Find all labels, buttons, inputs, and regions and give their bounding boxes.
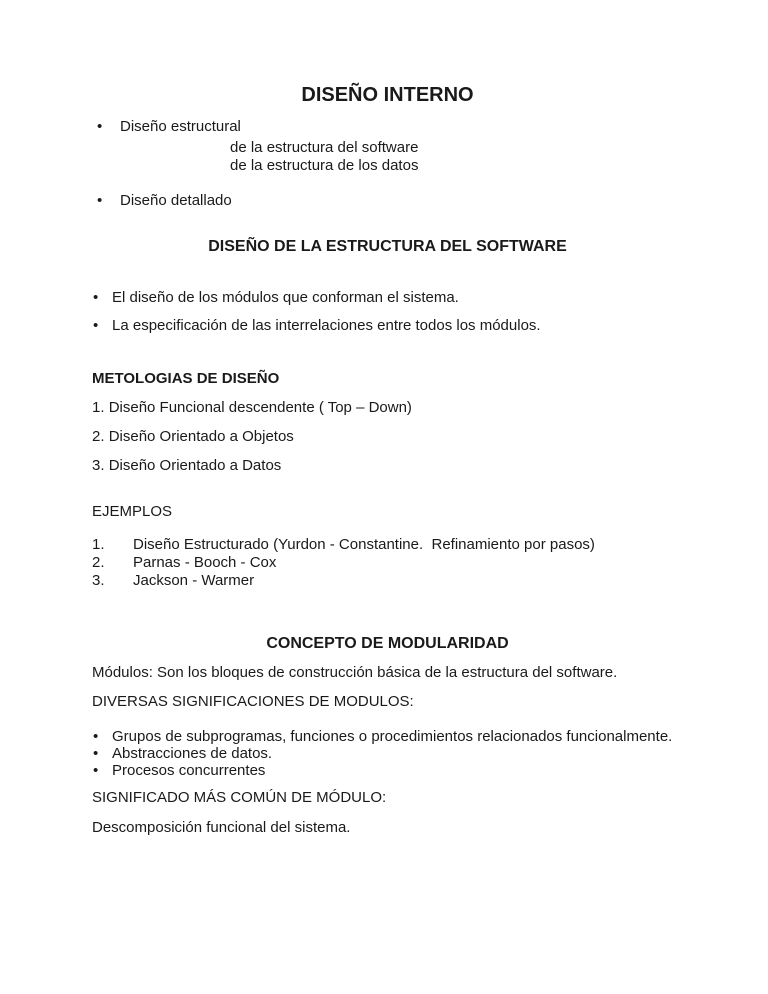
- sub-line: de la estructura del software: [230, 139, 419, 156]
- methodologies-list: [92, 399, 683, 475]
- modularity-meanings-label: DIVERSAS SIGNIFICACIONES DE MODULOS:: [92, 693, 414, 710]
- modularity-definition: Módulos: Son los bloques de construcción básica de la estructura del software.: [92, 664, 618, 681]
- item-number: 2.: [92, 428, 105, 445]
- list-item: • Grupos de subprogramas, funciones o procedimientos relacionados funcionalmente.: [92, 728, 683, 745]
- numbered-item: [92, 572, 683, 590]
- software-structure-list: [92, 289, 683, 335]
- item-text: Diseño Orientado a Objetos: [108, 428, 294, 445]
- list-item: • Procesos concurrentes: [92, 762, 683, 779]
- list-item-label: Diseño detallado: [120, 192, 232, 209]
- list-item: • El diseño de los módulos que conforman el sistema.: [92, 289, 683, 307]
- item-text: Diseño Funcional descendente ( Top – Down): [108, 399, 412, 416]
- list-item-label: Diseño estructural: [120, 118, 241, 135]
- section-heading-modularity: CONCEPTO DE MODULARIDAD: [266, 635, 509, 652]
- numbered-item: [92, 554, 683, 572]
- item-text: Jackson - Warmer: [133, 572, 255, 589]
- page-title: DISEÑO INTERNO: [301, 84, 474, 106]
- list-item: [92, 192, 683, 210]
- common-meaning-text: Descomposición funcional del sistema.: [92, 819, 351, 836]
- item-text: Parnas - Booch - Cox: [133, 554, 277, 571]
- item-number: 3.: [92, 572, 105, 589]
- numbered-item: [92, 536, 683, 554]
- examples-heading: EJEMPLOS: [92, 503, 173, 520]
- numbered-item: [92, 399, 683, 417]
- numbered-item: [92, 428, 683, 446]
- item-number: 2.: [92, 554, 105, 571]
- item-number: 1.: [92, 536, 105, 553]
- list-item: • La especificación de las interrelaciones entre todos los módulos.: [92, 317, 683, 335]
- modularity-meanings-list: [92, 728, 683, 779]
- item-text: Diseño Estructurado (Yurdon - Constantine. Refinamiento por pasos): [133, 536, 595, 553]
- item-text: Diseño Orientado a Datos: [108, 457, 282, 474]
- numbered-item: [92, 457, 683, 475]
- item-number: 3.: [92, 457, 105, 474]
- examples-list: [92, 536, 683, 590]
- list-item: • Abstracciones de datos.: [92, 745, 683, 762]
- item-number: 1.: [92, 399, 105, 416]
- list-item: [92, 118, 683, 136]
- sub-line: de la estructura de los datos: [230, 157, 419, 174]
- common-meaning-label: SIGNIFICADO MÁS COMÚN DE MÓDULO:: [92, 789, 387, 806]
- structural-design-sublist: [92, 139, 683, 175]
- methodologies-heading: METOLOGIAS DE DISEÑO: [92, 370, 280, 387]
- structural-design-list: [92, 118, 683, 210]
- section-heading-software-structure: DISEÑO DE LA ESTRUCTURA DEL SOFTWARE: [208, 238, 567, 255]
